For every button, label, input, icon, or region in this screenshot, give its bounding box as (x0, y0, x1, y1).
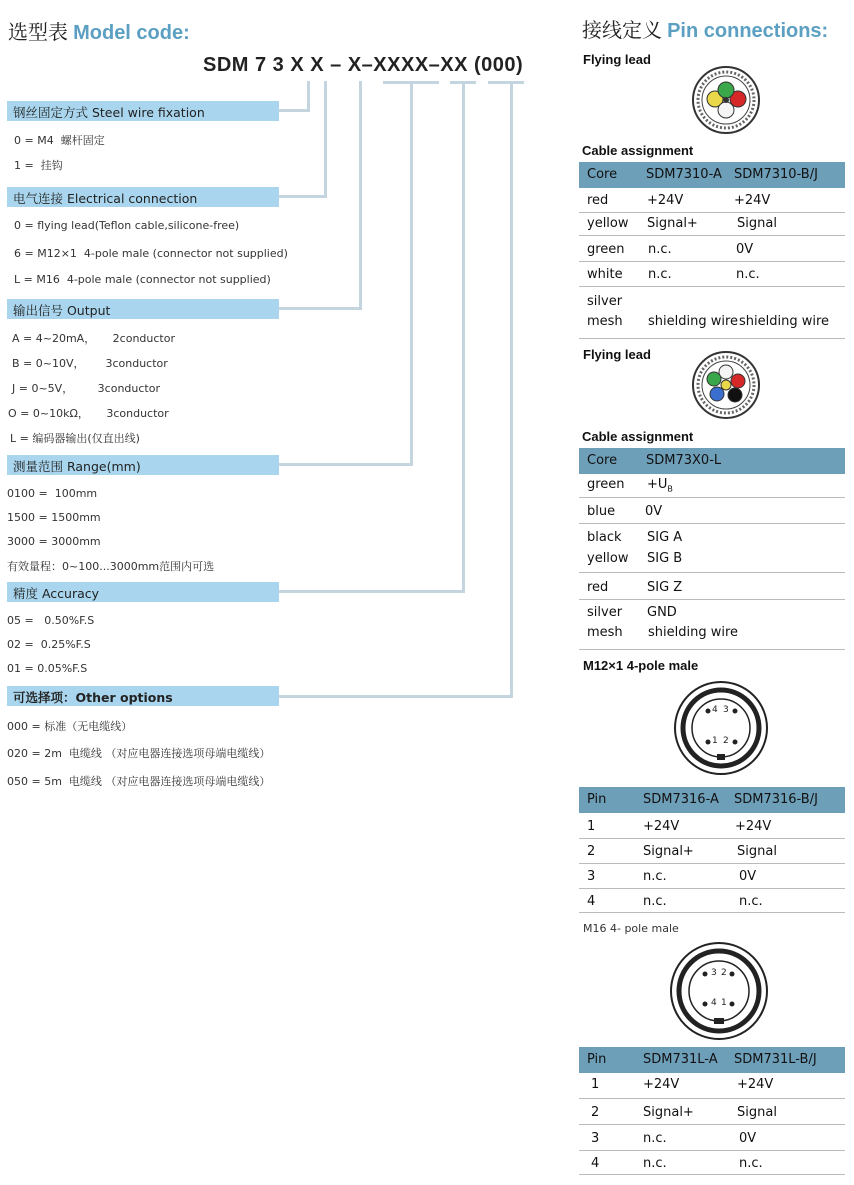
table-cell: +24V (734, 193, 771, 208)
table-divider (579, 261, 845, 262)
option-item: 0100 = 100mm (7, 487, 98, 500)
table-cell: SIG B (647, 551, 683, 566)
table-divider (579, 523, 845, 524)
table-divider (579, 212, 845, 213)
pin-connections-title-en: Pin connections: (667, 20, 829, 42)
table-cell: GND (647, 605, 677, 620)
pin-label: 1 (721, 998, 727, 1008)
section-label: 钢丝固定方式 Steel wire fixation (13, 105, 205, 120)
table-cell: 0V (739, 869, 757, 884)
table-cell: Signal (737, 844, 777, 859)
option-item: B = 0~10V， 3conductor (12, 357, 168, 370)
table-cell: red (587, 193, 609, 208)
table-cell: Signal+ (643, 1105, 694, 1120)
table-cell: blue (587, 504, 616, 519)
cable-cross-section-icon (687, 66, 765, 134)
option-item: A = 4~20mA， 2conductor (12, 332, 175, 345)
table-cell: n.c. (648, 242, 672, 257)
option-item: 000 = 标准（无电缆线） (7, 720, 133, 733)
table-cell: SIG A (647, 530, 683, 545)
table-divider (579, 286, 845, 287)
table-header (579, 787, 845, 813)
section-label: 可选择项：Other options (13, 690, 173, 705)
table-cell: n.c. (643, 894, 667, 909)
table-divider (579, 1150, 845, 1151)
pin-label: 4 (712, 705, 718, 715)
table-header-cell: Pin (587, 1052, 607, 1067)
table-cell: green (587, 477, 625, 492)
option-item: 有效量程：0~100...3000mm范围内可选 (7, 560, 215, 573)
connector-line-fixation-h (279, 109, 310, 112)
option-item: 6 = M12×1 4-pole male (connector not supplied) (14, 247, 288, 260)
table-cell: mesh (587, 314, 623, 329)
table-cell: 3 (587, 869, 596, 884)
table-divider (579, 572, 845, 573)
section-bar-electrical-connection (7, 187, 279, 207)
voltage-subscript: B (667, 484, 673, 494)
connector-line-options-top (488, 81, 524, 84)
m16-connector-drawing (665, 941, 773, 1041)
table-cell: green (587, 242, 625, 257)
table-divider (579, 338, 845, 339)
table-cell: red (587, 580, 609, 595)
table-divider (579, 1098, 845, 1099)
table-cell: white (587, 267, 623, 282)
table-divider (579, 1174, 845, 1175)
table-header-cell: Pin (587, 792, 607, 807)
section-label: 电气连接 Electrical connection (13, 191, 198, 206)
connector-line-electrical-h (279, 195, 327, 198)
table-cell (647, 477, 673, 494)
table-cell: n.c. (648, 267, 672, 282)
table-header-cell: SDM7310-B/J (734, 167, 818, 182)
pin-label: 2 (723, 736, 729, 746)
option-item: 02 = 0.25%F.S (7, 638, 91, 651)
table-cell: Signal (737, 216, 777, 231)
table-header-cell: SDM7316-B/J (734, 792, 818, 807)
table-cell: yellow (587, 551, 629, 566)
table-cell: shielding wire (648, 625, 739, 640)
option-item: J = 0~5V， 3conductor (12, 382, 160, 395)
table-cell: shielding wire (648, 314, 739, 329)
pin-connections-title-cn: 接线定义 (582, 18, 662, 42)
section-bar-accuracy (7, 582, 279, 602)
m12-connector-drawing (673, 680, 769, 776)
table-cell: black (587, 530, 622, 545)
pin-label: 2 (721, 968, 727, 978)
table-header-cell: SDM7316-A (643, 792, 719, 807)
connector-line-output (359, 81, 362, 310)
table-cell: n.c. (643, 869, 667, 884)
pin-label: 4 (711, 998, 717, 1008)
table-cell: silver (587, 294, 623, 309)
option-item: L = 编码器输出(仅直出线) (10, 432, 140, 445)
connector-line-options (510, 81, 513, 698)
table-cell: 4 (587, 894, 596, 909)
table-header-cell: Core (587, 167, 618, 182)
table-cell: Signal+ (647, 216, 698, 231)
section-label: 输出信号 Output (13, 303, 111, 318)
table-divider (579, 863, 845, 864)
pin-label: 1 (712, 736, 718, 746)
pin-label: 3 (723, 705, 729, 715)
table-header-cell: SDM7310-A (646, 167, 722, 182)
table-cell: 3 (591, 1131, 600, 1146)
table-divider (579, 888, 845, 889)
table-cell: n.c. (739, 1156, 763, 1171)
option-item: 3000 = 3000mm (7, 535, 101, 548)
m12-heading: M12×1 4-pole male (583, 658, 699, 673)
table-cell: n.c. (736, 267, 760, 282)
m16-heading: M16 4- pole male (583, 922, 679, 935)
model-code-title (8, 16, 190, 45)
table-cell: +24V (737, 1077, 774, 1092)
connector-line-output-h (279, 307, 362, 310)
connector-line-electrical (324, 81, 327, 198)
option-item: 0 = flying lead(Teflon cable,silicone-free) (14, 219, 240, 232)
table-divider (579, 497, 845, 498)
option-item: 05 = 0.50%F.S (7, 614, 95, 627)
table-cell: n.c. (739, 894, 763, 909)
flying-lead-heading: Flying lead (583, 52, 651, 67)
table-cell: n.c. (643, 1156, 667, 1171)
table-cell: yellow (587, 216, 629, 231)
table-cell: +24V (735, 819, 772, 834)
model-code-title-cn: 选型表 (8, 20, 68, 44)
table-header-cell: Core (587, 453, 618, 468)
table-cell: shielding wire (739, 314, 830, 329)
section-bar-steel-wire-fixation (7, 101, 279, 121)
table-cell: 1 (587, 819, 596, 834)
table-cell: Signal (737, 1105, 777, 1120)
table-header-cell: SDM731L-A (643, 1052, 718, 1067)
option-item: 1500 = 1500mm (7, 511, 101, 524)
model-code-title-en: Model code: (73, 22, 190, 44)
table-cell: 2 (591, 1105, 600, 1120)
table-cell: +24V (643, 819, 680, 834)
flying-lead-heading: Flying lead (583, 347, 651, 362)
table-header (579, 162, 845, 188)
section-label: 精度 Accuracy (13, 586, 100, 601)
table-cell: silver (587, 605, 623, 620)
table-cell: n.c. (643, 1131, 667, 1146)
table-divider (579, 912, 845, 913)
option-item: 050 = 5m 电缆线 （对应电器连接选项母端电缆线） (7, 775, 271, 788)
table-divider (579, 1124, 845, 1125)
table-cell: +24V (643, 1077, 680, 1092)
model-code-string: SDM 7 3 X X – X–XXXX–XX (000) (203, 54, 524, 76)
table-header (579, 448, 845, 474)
table-cell: 0V (645, 504, 663, 519)
cable-assignment-heading: Cable assignment (582, 143, 694, 158)
voltage-label: +U (647, 477, 668, 492)
option-item: 020 = 2m 电缆线 （对应电器连接选项母端电缆线） (7, 747, 271, 760)
table-cell: Signal+ (643, 844, 694, 859)
cable-assignment-heading: Cable assignment (582, 429, 694, 444)
table-divider (579, 649, 845, 650)
table-cell: 1 (591, 1077, 600, 1092)
table-header-cell: SDM73X0-L (646, 453, 722, 468)
option-item: 0 = M4 螺杆固定 (14, 134, 105, 147)
table-cell: SIG Z (647, 580, 683, 595)
table-divider (579, 235, 845, 236)
table-cell: 0V (736, 242, 754, 257)
table-cell: 0V (739, 1131, 757, 1146)
option-item: L = M16 4-pole male (connector not supplied) (14, 273, 271, 286)
table-cell: mesh (587, 625, 623, 640)
option-item: 01 = 0.05%F.S (7, 662, 88, 675)
connector-line-range-h (279, 463, 413, 466)
connector-line-accuracy (462, 81, 465, 593)
cable-cross-section-icon (687, 351, 765, 419)
pin-connections-title (582, 14, 828, 43)
table-header (579, 1047, 845, 1073)
connector-line-range (410, 81, 413, 466)
section-bar-other-options (7, 686, 279, 706)
table-header-cell: SDM731L-B/J (734, 1052, 817, 1067)
connector-line-options-h (279, 695, 513, 698)
table-cell: 4 (591, 1156, 600, 1171)
option-item: O = 0~10kΩ， 3conductor (8, 407, 169, 420)
table-cell: +24V (647, 193, 684, 208)
section-label: 测量范围 Range(mm) (13, 459, 141, 474)
connector-line-accuracy-h (279, 590, 465, 593)
table-divider (579, 838, 845, 839)
table-cell: 2 (587, 844, 596, 859)
pin-label: 3 (711, 968, 717, 978)
connector-line-fixation (307, 81, 310, 112)
table-divider (579, 599, 845, 600)
section-bar-range (7, 455, 279, 475)
section-bar-output (7, 299, 279, 319)
option-item: 1 = 挂钩 (14, 159, 63, 172)
